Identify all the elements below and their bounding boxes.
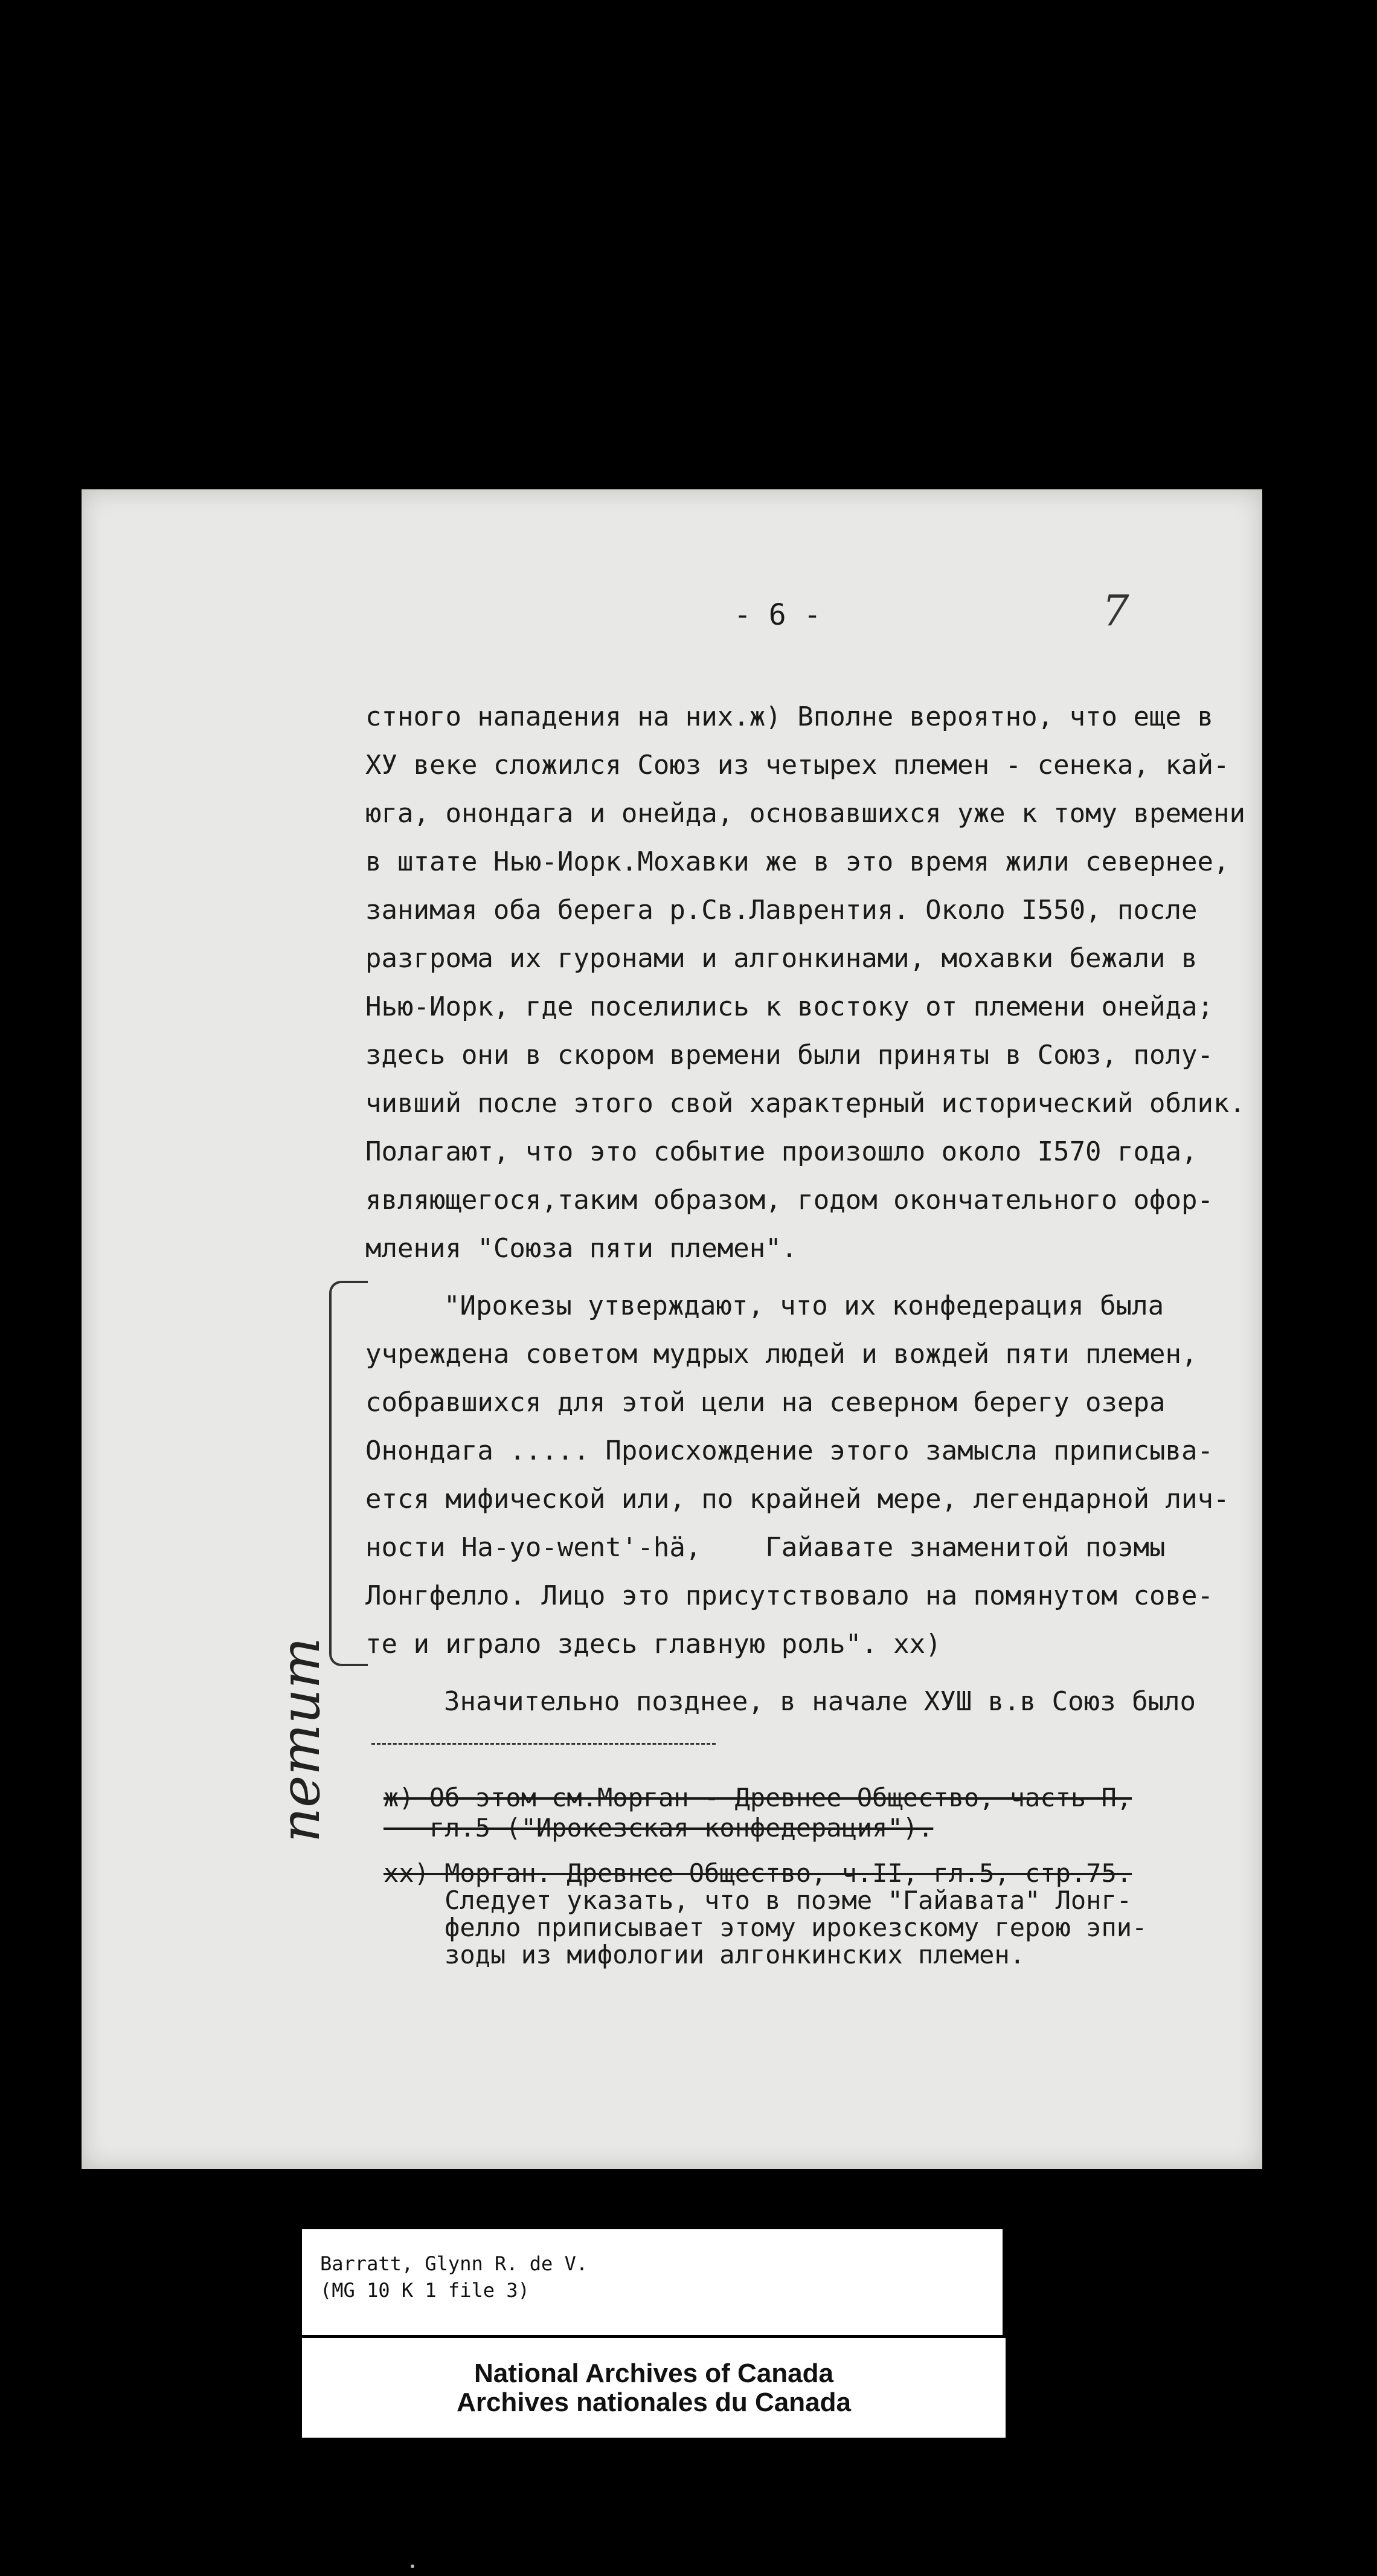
footnote-line: ж) Об этом см.Морган - Древнее Общество, часть П, — [384, 1783, 1132, 1812]
reference-file: (MG 10 K 1 file 3) — [320, 2279, 530, 2302]
text-line: юга, онондага и онейда, основавшихся уже к тому времени — [365, 798, 1245, 829]
footnote-line: Следует указать, что в поэме "Гайавата" Лонг- — [384, 1885, 1132, 1915]
quote-line: учреждена советом мудрых людей и вождей пяти племен, — [365, 1339, 1198, 1370]
text-line: стного нападения на них.ж) Вполне вероятно, что еще в — [365, 701, 1213, 732]
quote-line: "Ирокезы утверждают, что их конфедерация была — [444, 1290, 1164, 1321]
archive-name-fr: Archives nationales du Canada — [457, 2388, 851, 2417]
footnote-line: хх) Морган. Древнее Общество, ч.II, гл.5, стр.75. — [384, 1858, 1132, 1888]
text-line: Значительно позднее, в начале ХУШ в.в Союз было — [444, 1686, 1196, 1717]
footnote-line: зоды из мифологии алгонкинских племен. — [384, 1940, 1026, 1969]
text-line: в штате Нью-Иорк.Мохавки же в это время жили севернее, — [365, 846, 1230, 877]
archive-name-en: National Archives of Canada — [474, 2359, 833, 2388]
quote-line: ется мифической или, по крайней мере, легендарной лич- — [365, 1484, 1230, 1515]
margin-note: петит — [269, 1637, 332, 1843]
text-line: чивший после этого свой характерный исторический облик. — [365, 1088, 1245, 1119]
page-number: - 6 - — [734, 598, 821, 632]
quote-line: собравшихся для этой цели на северном берегу озера — [365, 1387, 1166, 1418]
text-line: Полагают, что это событие произошло около I570 года, — [365, 1136, 1198, 1167]
text-line: разгрома их гуронами и алгонкинами, мохавки бежали в — [365, 943, 1198, 974]
scan-speck — [411, 2565, 414, 2568]
margin-bracket — [329, 1281, 368, 1666]
text-line: занимая оба берега р.Св.Лаврентия. Около I550, после — [365, 895, 1198, 926]
text-line: здесь они в скором времени были приняты в Союз, полу- — [365, 1040, 1213, 1071]
reference-author: Barratt, Glynn R. de V. — [320, 2252, 588, 2275]
reference-card — [302, 2229, 1003, 2335]
quote-line: Лонгфелло. Лицо это присутствовало на помянутом сове- — [365, 1580, 1213, 1611]
text-line: ХУ веке сложился Союз из четырех племен - сенека, кай- — [365, 750, 1230, 781]
quote-line: Онондага ..... Происхождение этого замысла приписыва- — [365, 1435, 1213, 1466]
text-line: являющегося,таким образом, годом окончательного офор- — [365, 1185, 1213, 1216]
quote-line: те и играло здесь главную роль". хх) — [365, 1629, 942, 1660]
text-line: мления "Союза пяти племен". — [365, 1233, 798, 1264]
quote-line: ности Ha-yo-went'-hä, Гайавате знаменитой поэмы — [365, 1532, 1166, 1563]
archive-label — [302, 2338, 1006, 2438]
footnote-separator — [371, 1743, 716, 1745]
footnote-line: фелло приписывает этому ирокезскому герою эпи- — [384, 1913, 1148, 1942]
text-line: Нью-Иорк, где поселились к востоку от племени онейда; — [365, 991, 1213, 1022]
handwritten-page-number: 7 — [1102, 586, 1129, 636]
document-page — [82, 489, 1262, 2169]
footnote-line: гл.5 ("Ирокезская конфедерация"). — [384, 1813, 934, 1843]
